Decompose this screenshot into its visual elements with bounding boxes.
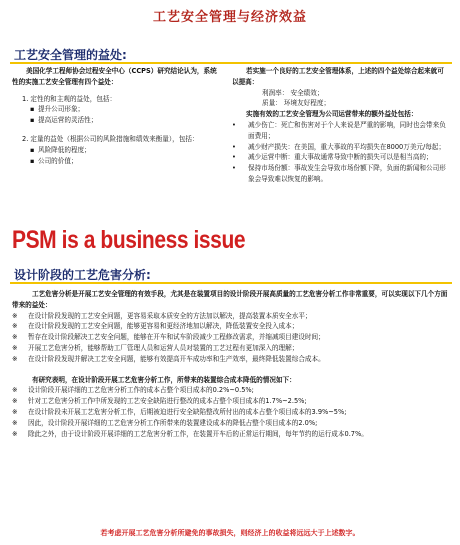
study-mark: ※ 设计阶段开展详细的工艺危害分析工作的成本占整个项目成本的0.2%~0.5%; — [12, 386, 254, 395]
yellow-rule-mid — [10, 282, 452, 284]
study-mark: ※ 除此之外，由于设计阶段开展详细的工艺危害分析工作，在装置开车后的正常运行期间，每年节约的运行成本0.7%。 — [12, 429, 368, 438]
left-item-1-text: 定性的和主观的益处，包括： — [30, 94, 117, 103]
sub-text: 风险降低的程度； — [38, 145, 91, 154]
mark-text: 开展工艺危害分析，能够帮助工厂管理人员和运营人员对装置的工艺过程有更加深入的理解； — [28, 343, 299, 352]
study-mark: ※ 因此，设计阶段开展详细的工艺危害分析工作所带来的装置建设成本的降低占整个项目成本的2.0%; — [12, 418, 318, 427]
bullet-text: 保持市场份额：事故发生会导致市场份额下降，负面的新闻和公司形象会导致难以恢复的影响。 — [248, 164, 446, 183]
sub-text: 公司的价值； — [38, 156, 78, 165]
left-item-2-sub-1: ▪ 风险降低的程度； — [30, 145, 91, 154]
design-section — [12, 289, 452, 439]
final-conclusion: 若考虑开展工艺危害分析所避免的事故损失，则经济上的收益将远远大于上述数字。 — [100, 529, 360, 537]
mark-text: 在设计阶段未开展工艺危害分析工作，后期被迫进行安全缺陷整改所付出的成本占整个项目成本的3.9%~5%; — [28, 407, 347, 416]
right-intro: 若实施一个良好的工艺安全管理体系，上述的四个益处综合起来就可以提高： — [232, 67, 444, 86]
mark-text: 在设计阶段发现的工艺安全问题，能够更容易和更经济地加以解决，降低装置安全投入成本； — [28, 322, 299, 331]
left-intro: 美国化学工程师协会过程安全中心（CCPS）研究结论认为，系统性的实施工艺安全管理有四个益处： — [12, 67, 217, 86]
design-mark: ※ 在设计阶段发现的工艺安全问题，能够更容易和更经济地加以解决，降低装置安全投入成本； — [12, 322, 299, 331]
page-title: 工艺安全管理与经济效益 — [152, 10, 307, 25]
left-item-1 — [12, 94, 222, 105]
right-bullet: • 减少财产损失：在美国，重大事故的平均损失在8000万美元/每起； — [232, 142, 446, 151]
mark-text: 在设计阶段发现的工艺安全问题，更容易采取本质安全的方法加以解决，提高装置本质安全水平； — [28, 311, 312, 320]
right-column — [232, 66, 448, 185]
left-item-2-sub-2: ▪ 公司的价值； — [30, 156, 78, 165]
bullet-text: 减少财产损失：在美国，重大事故的平均损失在8000万美元/每起； — [248, 142, 446, 151]
left-column — [12, 66, 222, 166]
left-item-2-num: 2. — [22, 134, 29, 143]
psm-banner: PSM is a business issue — [12, 226, 246, 254]
left-item-1-sub-2: ▪ 提高运营的灵活性； — [30, 116, 98, 125]
mark-text: 设计阶段开展详细的工艺危害分析工作的成本占整个项目成本的0.2%~0.5%; — [28, 386, 254, 395]
mark-text: 暂存在设计阶段解决工艺安全问题，能够在开车和试车阶段减少工程修改需求，并缩减项目建设时间； — [28, 333, 325, 342]
study-mark: ※ 针对工艺危害分析工作中所发现的工艺安全缺陷进行整改的成本占整个项目成本的1.7%~2.5%; — [12, 397, 307, 406]
right-bullet: • 减少运营中断：重大事故通常导致中断的损失可以是相当高的； — [232, 153, 433, 162]
sub-text: 提高运营的灵活性； — [38, 116, 98, 125]
design-mark: ※ 在设计阶段发现的工艺安全问题，更容易采取本质安全的方法加以解决，提高装置本质安全水平； — [12, 311, 312, 320]
design-mark: ※ 在设计阶段发现并解决工艺安全问题，能够有效提高开车成功率和生产效率，最终降低装置综合成本。 — [12, 354, 325, 363]
mark-text: 在设计阶段发现并解决工艺安全问题，能够有效提高开车成功率和生产效率，最终降低装置综合成本。 — [28, 354, 325, 363]
left-item-2-text: 定量的益处（根据公司的风险措施和绩效来衡量），包括： — [30, 134, 199, 143]
design-mark: ※ 开展工艺危害分析，能够帮助工厂管理人员和运营人员对装置的工艺过程有更加深入的理解； — [12, 343, 299, 352]
design-heading: 设计阶段的工艺危害分析: — [14, 268, 151, 282]
sub-text: 提升公司形象； — [38, 105, 85, 114]
yellow-rule-top — [10, 62, 452, 64]
benefits-heading: 工艺安全管理的益处: — [14, 48, 127, 62]
design-mark: ※ 暂存在设计阶段解决工艺安全问题，能够在开车和试车阶段减少工程修改需求，并缩减项目建设时间； — [12, 333, 325, 342]
bullet-text: 减少伤亡：死亡和伤害对于个人来说是严重的影响，同时也会带来负面费用； — [248, 120, 446, 140]
mark-text: 除此之外，由于设计阶段开展详细的工艺危害分析工作，在装置开车后的正常运行期间，每年节约的运行成本0.7%。 — [28, 429, 368, 438]
left-item-2 — [12, 134, 222, 145]
right-pair-1: 利润率： 安全绩效； — [262, 88, 324, 97]
mark-text: 因此，设计阶段开展详细的工艺危害分析工作所带来的装置建设成本的降低占整个项目成本的2.0%; — [28, 418, 318, 427]
bullet-text: 减少运营中断：重大事故通常导致中断的损失可以是相当高的； — [248, 153, 433, 162]
right-bullet: • 减少伤亡：死亡和伤害对于个人来说是严重的影响，同时也会带来负面费用； — [232, 120, 448, 142]
design-intro: 工艺危害分析是开展工艺安全管理的有效手段，尤其是在装置项目的设计阶段开展高质量的工艺危害分析工作非常重要，可以实现以下几个方面带来的益处： — [12, 290, 448, 309]
study-mark: ※ 在设计阶段未开展工艺危害分析工作，后期被迫进行安全缺陷整改所付出的成本占整个项目成本的3.9%~5%; — [12, 407, 347, 416]
left-item-1-sub-1: ▪ 提升公司形象； — [30, 105, 85, 114]
right-pair-2: 质量： 环境友好程度； — [262, 99, 331, 108]
mark-text: 针对工艺危害分析工作中所发现的工艺安全缺陷进行整改的成本占整个项目成本的1.7%~2.5%; — [28, 397, 307, 406]
right-bullet: • 保持市场份额：事故发生会导致市场份额下降，负面的新闻和公司形象会导致难以恢复的影响。 — [232, 163, 448, 185]
left-item-1-num: 1. — [22, 94, 29, 103]
right-extra: 实施有效的工艺安全管理为公司运营带来的额外益处包括： — [246, 110, 418, 119]
study-intro: 有研究表明，在设计阶段开展工艺危害分析工作，所带来的装置综合成本降低的情况如下： — [32, 375, 296, 384]
